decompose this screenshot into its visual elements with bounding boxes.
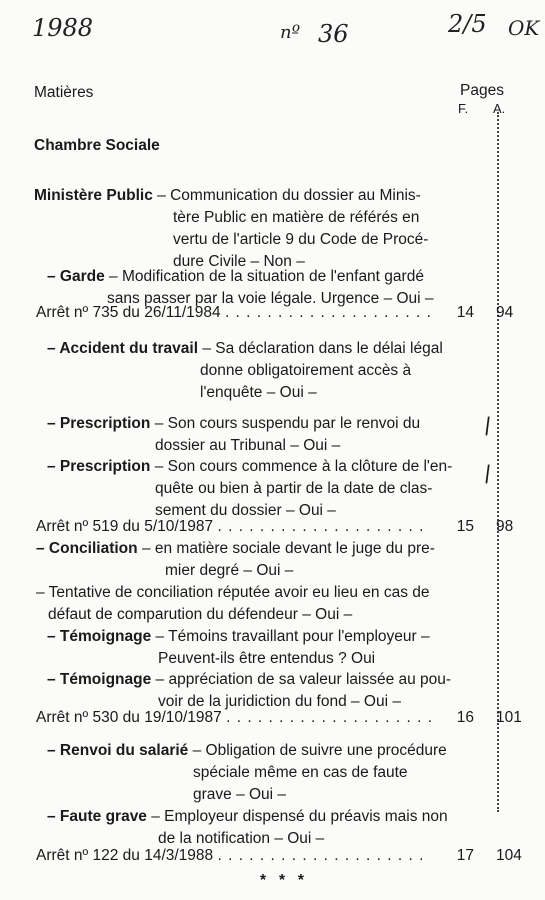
entry-text: voir de la juridiction du fond – Oui – (158, 693, 401, 710)
arret-reference: Arrêt nº 735 du 26/11/1984 . . . . . . . . . . . . . . . . . . . . (36, 304, 432, 321)
entry-text: – Modification de la situation de l'enfant gardé (109, 268, 424, 285)
index-entry (47, 626, 430, 648)
check-mark: / (481, 461, 494, 488)
entry-text: quête ou bien à partir de la date de clas- (155, 480, 433, 497)
index-entry (47, 740, 447, 762)
entry-term: – Conciliation (36, 540, 138, 557)
entry-text: grave – Oui – (193, 786, 287, 803)
check-mark: / (481, 413, 494, 440)
entry-text: – Employeur dispensé du préavis mais non (151, 808, 448, 825)
entry-text: – Son cours suspendu par le renvoi du (154, 415, 421, 432)
entry-term: – Renvoi du salarié (47, 742, 189, 759)
arret-reference: Arrêt nº 122 du 14/3/1988 . . . . . . . . . . . . . . . . . . . . (36, 847, 425, 864)
entry-text: de la notification – Oui – (158, 830, 325, 847)
index-entry (47, 456, 452, 478)
entry-text: sans passer par la voie légale. Urgence – Oui – (107, 290, 434, 307)
entry-text: – Tentative de conciliation réputée avoir eu lieu en cas de (36, 584, 430, 601)
col-f-header: F. (458, 101, 469, 116)
entry-text: l'enquête – Oui – (200, 384, 317, 401)
entry-text: – Témoins travaillant pour l'employeur – (155, 628, 430, 645)
section-title: Chambre Sociale (34, 137, 160, 154)
index-entry (47, 413, 420, 435)
entry-text: Peuvent-ils être entendus ? Oui (158, 650, 376, 667)
page-f: 16 (456, 709, 474, 726)
index-entry (47, 266, 424, 288)
index-entry (34, 185, 421, 207)
entry-term: Ministère Public (34, 187, 153, 204)
handwritten-ok: OK (508, 16, 540, 40)
index-entry (47, 338, 443, 360)
entry-term: – Témoignage (47, 628, 152, 645)
page-f: 14 (456, 304, 474, 321)
entry-text: dure Civile – Non – (173, 253, 305, 270)
handwritten-number: 36 (318, 20, 349, 48)
page-f: 15 (456, 518, 474, 535)
entry-text: mier degré – Oui – (165, 562, 294, 579)
entry-term: – Garde (47, 268, 105, 285)
page-f: 17 (456, 847, 474, 864)
entry-text: – Communication du dossier au Minis- (157, 187, 421, 204)
handwritten-year: 1988 (32, 14, 94, 42)
matieres-header: Matières (34, 84, 94, 101)
handwritten-ref: 2/5 (448, 10, 487, 38)
entry-text: – Sa déclaration dans le délai légal (202, 340, 443, 357)
entry-text: vertu de l'article 9 du Code de Procé- (173, 231, 429, 248)
page-a: 98 (496, 518, 514, 535)
col-a-header: A. (493, 101, 506, 116)
index-entry (47, 806, 448, 828)
entry-term: – Faute grave (47, 808, 147, 825)
entry-term: – Prescription (47, 458, 151, 475)
index-entry (36, 538, 435, 560)
footer-stars: * * * (260, 872, 304, 889)
index-entry (47, 669, 451, 691)
entry-text: sement du dossier – Oui – (155, 502, 336, 519)
entry-term: – Prescription (47, 415, 151, 432)
entry-text: spéciale même en cas de faute (193, 764, 408, 781)
arret-reference: Arrêt nº 530 du 19/10/1987 . . . . . . . . . . . . . . . . . . . . (36, 709, 434, 726)
entry-text: – appréciation de sa valeur laissée au pou- (155, 671, 452, 688)
entry-text: défaut de comparution du défendeur – Oui – (48, 606, 353, 623)
entry-text: – Obligation de suivre une procédure (192, 742, 447, 759)
entry-text: – Son cours commence à la clôture de l'en- (154, 458, 453, 475)
page-a: 101 (496, 709, 522, 726)
entry-text: dossier au Tribunal – Oui – (155, 437, 341, 454)
entry-text: tère Public en matière de référés en (173, 209, 420, 226)
page-a: 104 (496, 847, 522, 864)
arret-reference: Arrêt nº 519 du 5/10/1987 . . . . . . . . . . . . . . . . . . . . (36, 518, 425, 535)
entry-text: donne obligatoirement accès à (200, 362, 412, 379)
handwritten-number-label: nº (280, 22, 301, 43)
entry-term: – Accident du travail (47, 340, 199, 357)
entry-text: – en matière sociale devant le juge du pre- (141, 540, 435, 557)
entry-term: – Témoignage (47, 671, 152, 688)
page-a: 94 (496, 304, 514, 321)
pages-header: Pages (460, 82, 504, 99)
